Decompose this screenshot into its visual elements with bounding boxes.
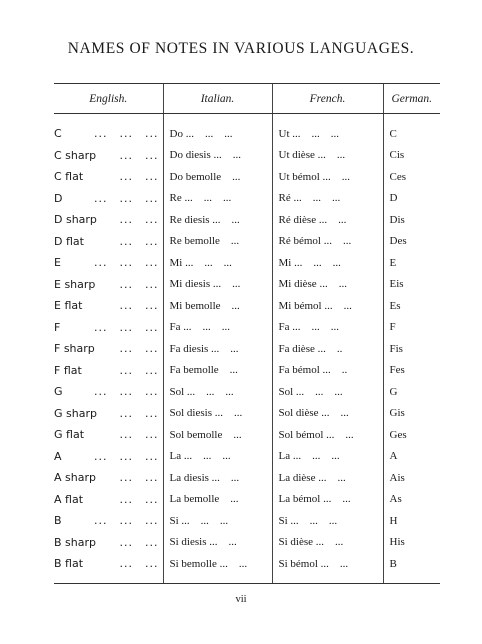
english-note-name: E flat — [54, 299, 83, 313]
table-row — [54, 467, 440, 489]
leader-dots: ... ... — [119, 471, 159, 485]
italian-cell: La ... ... ... — [163, 446, 272, 468]
leader-dots: ... ... — [119, 406, 159, 420]
english-note-name: E sharp — [54, 277, 96, 291]
german-cell: Ces — [383, 166, 440, 188]
french-cell: Fa bémol ... .. — [272, 360, 383, 382]
french-cell: Ré bémol ... ... — [272, 231, 383, 253]
header-english: English. — [54, 84, 163, 114]
leader-dots: ... ... — [119, 535, 159, 549]
english-cell — [54, 424, 163, 446]
german-cell: D — [383, 188, 440, 210]
german-cell: Es — [383, 295, 440, 317]
german-cell: B — [383, 553, 440, 583]
leader-dots: ... ... — [119, 234, 159, 248]
german-cell: His — [383, 532, 440, 554]
leader-dots: ... ... — [119, 557, 159, 571]
german-cell: E — [383, 252, 440, 274]
german-cell: Gis — [383, 403, 440, 425]
leader-dots: ... ... — [119, 148, 159, 162]
table-row — [54, 403, 440, 425]
german-cell: Eis — [383, 274, 440, 296]
italian-cell: Fa ... ... ... — [163, 317, 272, 339]
table-row — [54, 446, 440, 468]
english-cell — [54, 274, 163, 296]
german-cell: Dis — [383, 209, 440, 231]
english-cell — [54, 252, 163, 274]
notes-table — [54, 83, 440, 584]
italian-cell: Do diesis ... ... — [163, 145, 272, 167]
french-cell: Fa ... ... ... — [272, 317, 383, 339]
french-cell: Mi bémol ... ... — [272, 295, 383, 317]
italian-cell: Sol bemolle ... — [163, 424, 272, 446]
header-french: French. — [272, 84, 383, 114]
table-row — [54, 532, 440, 554]
table-row — [54, 166, 440, 188]
german-cell: C — [383, 114, 440, 145]
english-cell — [54, 114, 163, 145]
french-cell: La ... ... ... — [272, 446, 383, 468]
english-cell — [54, 338, 163, 360]
leader-dots: ... ... ... — [94, 385, 159, 399]
table-row — [54, 317, 440, 339]
french-cell: La dièse ... ... — [272, 467, 383, 489]
leader-dots: ... ... ... — [94, 256, 159, 270]
english-note-name: D flat — [54, 234, 84, 248]
table-row — [54, 489, 440, 511]
french-cell: Si bémol ... ... — [272, 553, 383, 583]
french-cell: Fa dièse ... .. — [272, 338, 383, 360]
table-row — [54, 360, 440, 382]
leader-dots: ... ... ... — [94, 127, 159, 141]
french-cell: Sol dièse ... ... — [272, 403, 383, 425]
italian-cell: La diesis ... ... — [163, 467, 272, 489]
italian-cell: Fa diesis ... ... — [163, 338, 272, 360]
german-cell: As — [383, 489, 440, 511]
french-cell: Sol ... ... ... — [272, 381, 383, 403]
french-cell: Sol bémol ... ... — [272, 424, 383, 446]
english-cell — [54, 166, 163, 188]
table-row — [54, 231, 440, 253]
english-note-name: B sharp — [54, 535, 96, 549]
french-cell: Ut bémol ... ... — [272, 166, 383, 188]
table-row — [54, 114, 440, 145]
table-row — [54, 252, 440, 274]
german-cell: Des — [383, 231, 440, 253]
english-note-name: F flat — [54, 363, 82, 377]
english-cell — [54, 209, 163, 231]
italian-cell: Do bemolle ... — [163, 166, 272, 188]
english-note-name: D sharp — [54, 213, 97, 227]
italian-cell: Re bemolle ... — [163, 231, 272, 253]
italian-cell: Mi diesis ... ... — [163, 274, 272, 296]
german-cell: Cis — [383, 145, 440, 167]
english-note-name: B — [54, 514, 62, 528]
french-cell: Mi dièse ... ... — [272, 274, 383, 296]
italian-cell: Si diesis ... ... — [163, 532, 272, 554]
english-note-name: E — [54, 256, 61, 270]
english-cell — [54, 532, 163, 554]
english-cell — [54, 231, 163, 253]
german-cell: Ges — [383, 424, 440, 446]
french-cell: Ré dièse ... ... — [272, 209, 383, 231]
english-note-name: D — [54, 191, 63, 205]
english-cell — [54, 360, 163, 382]
table-row — [54, 510, 440, 532]
italian-cell: Mi bemolle ... — [163, 295, 272, 317]
italian-cell: Fa bemolle ... — [163, 360, 272, 382]
header-italian: Italian. — [163, 84, 272, 114]
english-cell — [54, 489, 163, 511]
leader-dots: ... ... — [119, 363, 159, 377]
table-row — [54, 424, 440, 446]
english-note-name: A sharp — [54, 471, 96, 485]
italian-cell: Si ... ... ... — [163, 510, 272, 532]
leader-dots: ... ... — [119, 299, 159, 313]
leader-dots: ... ... — [119, 213, 159, 227]
leader-dots: ... ... ... — [94, 320, 159, 334]
english-cell — [54, 403, 163, 425]
table-row — [54, 553, 440, 583]
german-cell: A — [383, 446, 440, 468]
english-note-name: G flat — [54, 428, 85, 442]
german-cell: G — [383, 381, 440, 403]
italian-cell: Do ... ... ... — [163, 114, 272, 145]
italian-cell: Mi ... ... ... — [163, 252, 272, 274]
leader-dots: ... ... ... — [94, 514, 159, 528]
leader-dots: ... ... — [119, 277, 159, 291]
leader-dots: ... ... — [119, 492, 159, 506]
table-row — [54, 338, 440, 360]
table-row — [54, 188, 440, 210]
english-cell — [54, 553, 163, 583]
leader-dots: ... ... — [119, 428, 159, 442]
english-cell — [54, 446, 163, 468]
english-note-name: C — [54, 127, 62, 141]
english-note-name: A flat — [54, 492, 84, 506]
table-row — [54, 209, 440, 231]
french-cell: Ré ... ... ... — [272, 188, 383, 210]
english-cell — [54, 510, 163, 532]
english-cell — [54, 467, 163, 489]
leader-dots: ... ... — [119, 170, 159, 184]
italian-cell: Re diesis ... ... — [163, 209, 272, 231]
french-cell: Si dièse ... ... — [272, 532, 383, 554]
german-cell: F — [383, 317, 440, 339]
page-number: vii — [235, 594, 247, 605]
english-cell — [54, 188, 163, 210]
english-note-name: F sharp — [54, 342, 95, 356]
german-cell: Fis — [383, 338, 440, 360]
table-row — [54, 381, 440, 403]
italian-cell: Re ... ... ... — [163, 188, 272, 210]
english-note-name: C sharp — [54, 148, 97, 162]
german-cell: H — [383, 510, 440, 532]
french-cell: Mi ... ... ... — [272, 252, 383, 274]
english-note-name: B flat — [54, 557, 84, 571]
french-cell: La bémol ... ... — [272, 489, 383, 511]
header-german: German. — [383, 84, 440, 114]
english-note-name: A — [54, 449, 62, 463]
english-cell — [54, 145, 163, 167]
table-header-row — [54, 84, 440, 114]
leader-dots: ... ... — [119, 342, 159, 356]
table-row — [54, 295, 440, 317]
french-cell: Ut ... ... ... — [272, 114, 383, 145]
english-cell — [54, 317, 163, 339]
leader-dots: ... ... ... — [94, 191, 159, 205]
english-note-name: G — [54, 385, 63, 399]
english-cell — [54, 381, 163, 403]
english-note-name: F — [54, 320, 61, 334]
english-note-name: C flat — [54, 170, 84, 184]
leader-dots: ... ... ... — [94, 449, 159, 463]
table-row — [54, 145, 440, 167]
french-cell: Ut dièse ... ... — [272, 145, 383, 167]
italian-cell: La bemolle ... — [163, 489, 272, 511]
french-cell: Si ... ... ... — [272, 510, 383, 532]
german-cell: Fes — [383, 360, 440, 382]
italian-cell: Si bemolle ... ... — [163, 553, 272, 583]
italian-cell: Sol ... ... ... — [163, 381, 272, 403]
italian-cell: Sol diesis ... ... — [163, 403, 272, 425]
english-cell — [54, 295, 163, 317]
table-row — [54, 274, 440, 296]
english-note-name: G sharp — [54, 406, 97, 420]
german-cell: Ais — [383, 467, 440, 489]
page-title: NAMES OF NOTES IN VARIOUS LANGUAGES. — [67, 40, 415, 57]
